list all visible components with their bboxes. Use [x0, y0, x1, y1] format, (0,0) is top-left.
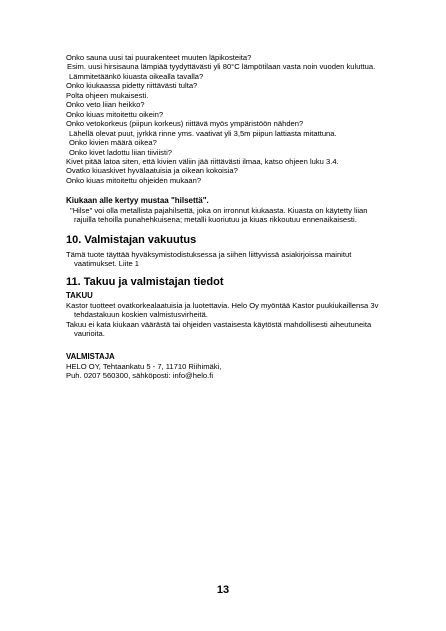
checklist-line: Onko kivet ladottu liian tiiviisti?	[69, 147, 172, 157]
valmistaja-paragraph	[66, 362, 426, 381]
takuu-line: tehdastakuun koskien valmistusvirheitä.	[74, 310, 208, 320]
troubleshooting-checklist	[66, 53, 436, 185]
checklist-line: Lähellä olevat puut, jyrkkä rinne yms. vaativat yli 3,5m piipun lattiasta mitattuna.	[69, 128, 337, 138]
hilse-line: "Hilse" voi olla metallista pajahilsettä, joka on irronnut kiukaasta. Kiuasta on käytetty liian	[70, 206, 368, 215]
checklist-line: Onko kivien määrä oikea?	[69, 138, 157, 148]
checklist-line: Onko kiukaassa pidetty riittävästi tulta?	[66, 81, 198, 91]
hilse-heading: Kiukaan alle kertyy mustaa "hilsettä".	[66, 196, 209, 205]
checklist-line: Onko veto liian heikko?	[66, 100, 145, 110]
valmistaja-line: Puh. 0207 560300, sähköposti: info@helo.fi	[66, 371, 214, 381]
checklist-line: Esim. uusi hirsisauna lämpiää tyydyttävästi yli 80°C lämpötilaan vasta noin vuoden kuluttua.	[67, 62, 376, 72]
section-10-title: 10. Valmistajan vakuutus	[66, 234, 197, 246]
section-11-title: 11. Takuu ja valmistajan tiedot	[66, 276, 224, 288]
hilse-line: rajuilla tehoilla punahehkuisena; metalli kuoriutuu ja kiuas rikkoutuu ennenaikaisesti.	[74, 215, 357, 225]
checklist-line: Onko vetokorkeus (piipun korkeus) riittävä myös ympäristöön nähden?	[66, 119, 304, 129]
checklist-line: Onko sauna uusi tai puurakenteet muuten läpikosteita?	[66, 53, 252, 62]
hilse-section	[66, 196, 426, 225]
checklist-line: Kivet pitää latoa siten, että kivien väliin jää riittävästi ilmaa, katso ohjeen luku 3.4.	[66, 156, 339, 166]
valmistaja-line: HELO OY, Tehtaankatu 5 - 7, 11710 Riihimäki,	[66, 361, 222, 371]
checklist-line: Onko kiuas mitoitettu oikein?	[66, 109, 164, 119]
takuu-line: Takuu ei kata kiukaan väärästä tai ohjeiden vastaisesta käytöstä mahdollisesti aiheutuneita	[66, 319, 372, 329]
valmistaja-heading: VALMISTAJA	[66, 351, 115, 361]
section-10-paragraph	[66, 250, 426, 269]
checklist-line: Ovatko kiuaskivet hyvälaatuisia ja oikean kokoisia?	[66, 166, 238, 176]
checklist-line: Onko kiuas mitoitettu ohjeiden mukaan?	[66, 175, 202, 185]
takuu-line: Kastor tuotteet ovatkorkealaatuisia ja luotettavia. Helo Oy myöntää Kastor puukiukaillensa 3v	[66, 301, 379, 310]
page-number: 13	[216, 584, 230, 596]
section-10-line: Tämä tuote täyttää hyväksymistodistuksessa ja siihen liittyvissä asiakirjoissa mainitut	[66, 250, 352, 259]
section-10-line: vaatimukset. Liite 1	[74, 259, 139, 269]
section-11	[66, 276, 426, 380]
checklist-line: Lämmitetäänkö kiuasta oikealla tavalla?	[69, 71, 204, 81]
takuu-paragraph	[66, 301, 426, 339]
checklist-line: Polta ohjeen mukaisesti.	[66, 90, 149, 100]
section-10	[66, 234, 426, 269]
hilse-paragraph	[66, 206, 426, 225]
takuu-line: vaurioita.	[74, 329, 105, 339]
takuu-heading: TAKUU	[66, 291, 93, 300]
